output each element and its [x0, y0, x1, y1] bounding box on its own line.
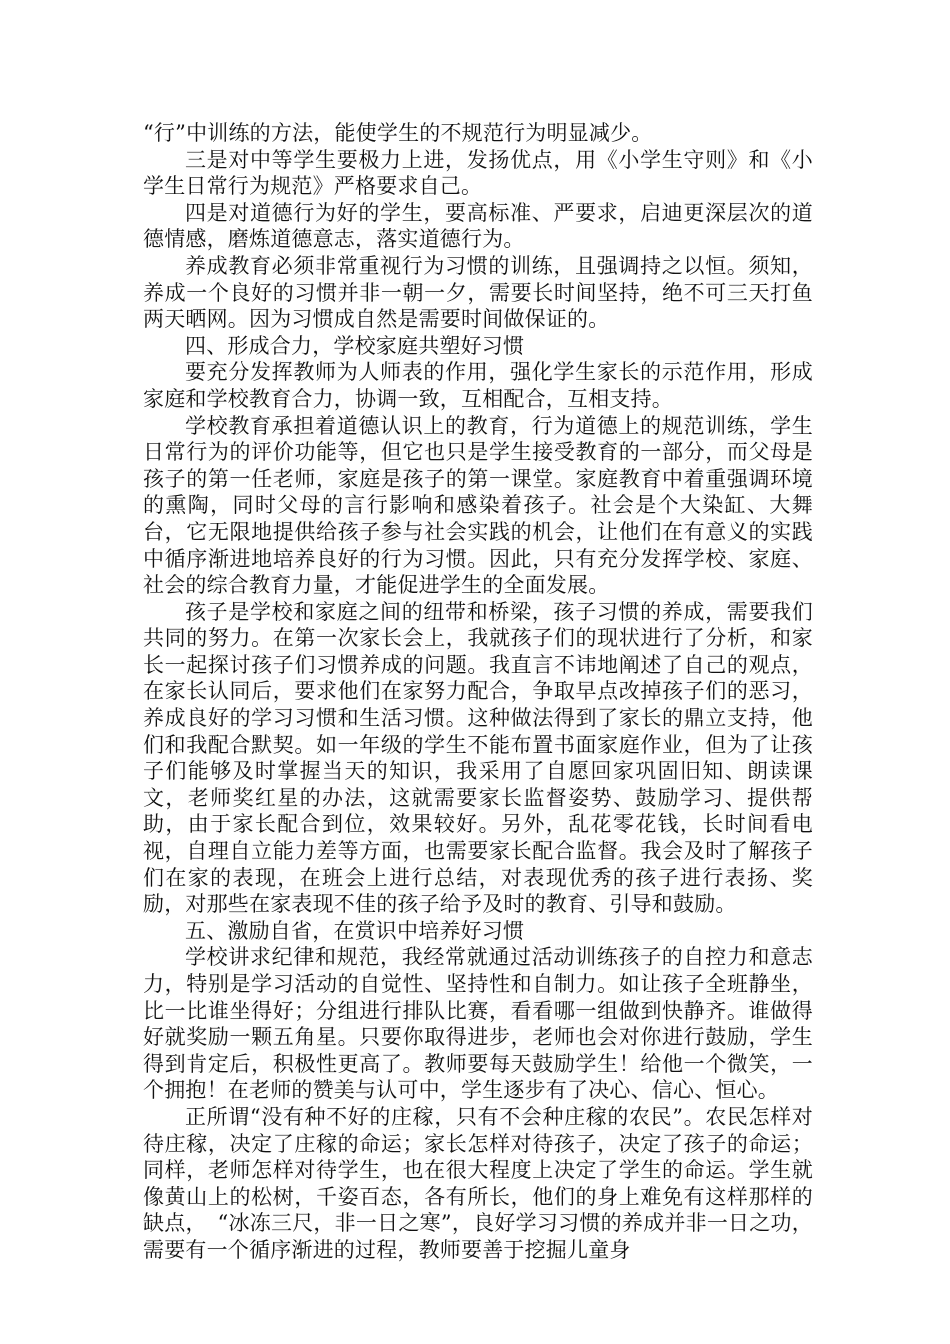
paragraph: 学校讲求纪律和规范，我经常就通过活动训练孩子的自控力和意志力，特别是学习活动的自觉性、坚持性和自制力。如让孩子全班静坐，比一比谁坐得好；分组进行排队比赛，看看哪一组做到快静齐。谁做得好就奖励一颗五角星。只要你取得进步，老师也会对你进行鼓励，学生得到肯定后，积极性更高了。教师要每天鼓励学生！给他一个微笑，一个拥抱！在老师的赞美与认可中，学生逐步有了决心、信心、恒心。 [143, 945, 813, 1103]
paragraph: 孩子是学校和家庭之间的纽带和桥梁，孩子习惯的养成，需要我们共同的努力。在第一次家长会上，我就孩子们的现状进行了分析，和家长一起探讨孩子们习惯养成的问题。我直言不讳地阐述了自己的观点，在家长认同后，要求他们在家努力配合，争取早点改掉孩子们的恶习，养成良好的学习习惯和生活习惯。这种做法得到了家长的鼎立支持，他们和我配合默契。如一年级的学生不能布置书面家庭作业，但为了让孩子们能够及时掌握当天的知识，我采用了自愿回家巩固旧知、朗读课文，老师奖红星的办法，这就需要家长监督姿势、鼓励学习、提供帮助，由于家长配合到位，效果较好。另外，乱花零花钱，长时间看电视，自理自立能力差等方面，也需要家长配合监督。我会及时了解孩子们在家的表现，在班会上进行总结，对表现优秀的孩子进行表扬、奖励，对那些在家表现不佳的孩子给予及时的教育、引导和鼓励。 [143, 599, 813, 917]
paragraph: 学校教育承担着道德认识上的教育，行为道德上的规范训练，学生日常行为的评价功能等，但它也只是学生接受教育的一部分，而父母是孩子的第一任老师，家庭是孩子的第一课堂。家庭教育中着重强调环境的熏陶，同时父母的言行影响和感染着孩子。社会是个大染缸、大舞台，它无限地提供给孩子参与社会实践的机会，让他们在有意义的实践中循序渐进地培养良好的行为习惯。因此，只有充分发挥学校、家庭、社会的综合教育力量，才能促进学生的全面发展。 [143, 413, 813, 598]
paragraph: 三是对中等学生要极力上进，发扬优点，用《小学生守则》和《小学生日常行为规范》严格要求自己。 [143, 147, 813, 199]
paragraph: “行”中训练的方法，能使学生的不规范行为明显减少。 [143, 121, 653, 145]
document-body [143, 120, 813, 1264]
paragraph: 养成教育必须非常重视行为习惯的训练，且强调持之以恒。须知，养成一个良好的习惯并非一朝一夕，需要长时间坚持，绝不可三天打鱼两天晒网。因为习惯成自然是需要时间做保证的。 [143, 253, 813, 332]
paragraph: 正所谓“没有种不好的庄稼，只有不会种庄稼的农民”。农民怎样对待庄稼，决定了庄稼的命运；家长怎样对待孩子，决定了孩子的命运；同样，老师怎样对待学生，也在很大程度上决定了学生的命运。学生就像黄山上的松树，千姿百态，各有所长，他们的身上难免有这样那样的缺点， “冰冻三尺，非一日之寒”，良好学习习惯的养成并非一日之功，需要有一个循序渐进的过程，教师要善于挖掘儿童身 [143, 1104, 813, 1262]
section-heading: 五、激励自省，在赏识中培养好习惯 [185, 918, 525, 943]
paragraph: 要充分发挥教师为人师表的作用，强化学生家长的示范作用，形成家庭和学校教育合力，协调一致，互相配合，互相支持。 [143, 360, 813, 411]
section-heading: 四、形成合力，学校家庭共塑好习惯 [185, 333, 525, 358]
paragraph: 四是对道德行为好的学生，要高标准、严要求，启迪更深层次的道德情感，磨炼道德意志，落实道德行为。 [143, 200, 813, 252]
